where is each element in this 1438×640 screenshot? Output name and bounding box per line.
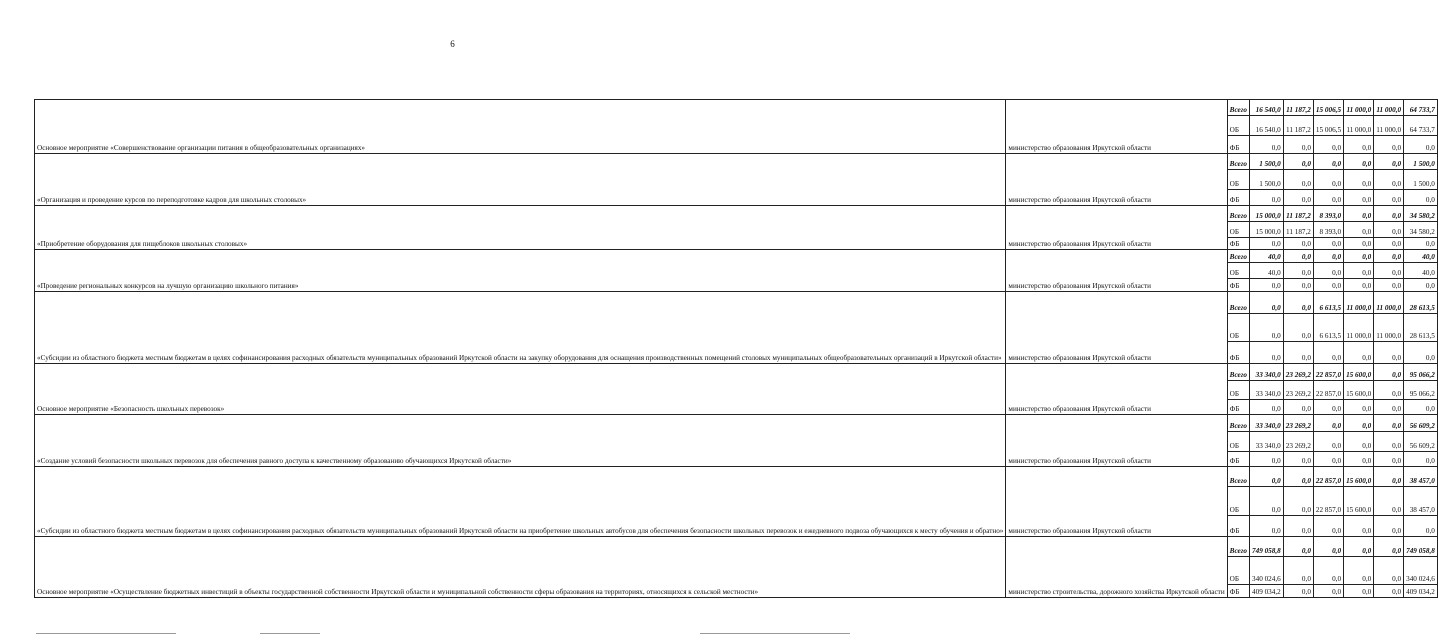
measure-description: Основное мероприятие «Осуществление бюджетных инвестиций в объекты государственной собственности Иркутской области и муниципальной собственности сферы образования на территориях, относящихся к сельской местности» xyxy=(35,537,1006,598)
funding-source-label: Всего xyxy=(1227,154,1249,170)
section-total-row xyxy=(35,537,1438,557)
amount-cell: 1 500,0 xyxy=(1250,170,1284,190)
amount-total-cell: 40,0 xyxy=(1404,250,1438,263)
measure-description: «Приобретение оборудования для пищеблоков школьных столовых» xyxy=(35,206,1006,250)
amount-cell: 0,0 xyxy=(1313,585,1343,598)
amount-cell: 11 000,0 xyxy=(1374,100,1404,116)
amount-cell: 11 187,2 xyxy=(1283,206,1313,222)
amount-cell: 15 000,0 xyxy=(1250,222,1284,238)
amount-cell: 0,0 xyxy=(1374,364,1404,381)
amount-cell: 15 600,0 xyxy=(1344,364,1374,381)
amount-cell: 0,0 xyxy=(1344,279,1374,292)
amount-cell: 0,0 xyxy=(1313,279,1343,292)
funding-source-label: Всего xyxy=(1227,467,1249,487)
amount-cell: 0,0 xyxy=(1344,170,1374,190)
amount-cell: 0,0 xyxy=(1374,170,1404,190)
funding-source-label: ФБ xyxy=(1227,342,1249,364)
funding-source-label: ОБ xyxy=(1227,222,1249,238)
section-total-row xyxy=(35,292,1438,314)
amount-cell: 0,0 xyxy=(1344,557,1374,585)
amount-total-cell: 28 613,5 xyxy=(1404,314,1438,342)
amount-total-cell: 95 066,2 xyxy=(1404,381,1438,400)
amount-cell: 0,0 xyxy=(1344,415,1374,432)
amount-cell: 0,0 xyxy=(1344,452,1374,467)
amount-cell: 0,0 xyxy=(1250,400,1284,415)
amount-cell: 0,0 xyxy=(1283,537,1313,557)
amount-cell: 0,0 xyxy=(1250,342,1284,364)
amount-cell: 0,0 xyxy=(1344,136,1374,154)
amount-cell: 0,0 xyxy=(1283,585,1313,598)
amount-cell: 0,0 xyxy=(1374,487,1404,516)
amount-cell: 0,0 xyxy=(1283,292,1313,314)
amount-cell: 0,0 xyxy=(1374,415,1404,432)
measure-description: «Создание условий безопасности школьных перевозок для обеспечения равного доступа к качественному образованию обучающихся Иркутской области» xyxy=(35,415,1006,467)
amount-total-cell: 0,0 xyxy=(1404,238,1438,250)
amount-cell: 6 613,5 xyxy=(1313,292,1343,314)
amount-cell: 0,0 xyxy=(1344,206,1374,222)
amount-cell: 15 006,5 xyxy=(1313,116,1343,136)
amount-total-cell: 0,0 xyxy=(1404,190,1438,206)
amount-cell: 0,0 xyxy=(1250,190,1284,206)
amount-cell: 0,0 xyxy=(1313,238,1343,250)
funding-source-label: ФБ xyxy=(1227,585,1249,598)
amount-cell: 0,0 xyxy=(1250,516,1284,537)
amount-cell: 0,0 xyxy=(1374,537,1404,557)
amount-total-cell: 340 024,6 xyxy=(1404,557,1438,585)
amount-cell: 16 540,0 xyxy=(1250,116,1284,136)
amount-total-cell: 0,0 xyxy=(1404,342,1438,364)
funding-source-label: ОБ xyxy=(1227,263,1249,279)
section-total-row xyxy=(35,250,1438,263)
amount-cell: 0,0 xyxy=(1374,557,1404,585)
amount-cell: 0,0 xyxy=(1313,400,1343,415)
funding-source-label: ФБ xyxy=(1227,400,1249,415)
section-total-row xyxy=(35,415,1438,432)
amount-cell: 749 058,8 xyxy=(1250,537,1284,557)
amount-cell: 0,0 xyxy=(1374,263,1404,279)
funding-source-label: Всего xyxy=(1227,250,1249,263)
amount-cell: 23 269,2 xyxy=(1283,364,1313,381)
section-total-row xyxy=(35,154,1438,170)
amount-cell: 0,0 xyxy=(1344,250,1374,263)
amount-cell: 0,0 xyxy=(1313,452,1343,467)
funding-source-label: ФБ xyxy=(1227,279,1249,292)
amount-cell: 0,0 xyxy=(1374,136,1404,154)
amount-cell: 0,0 xyxy=(1344,432,1374,452)
measure-description: Основное мероприятие «Совершенствование организации питания в общеобразовательных организациях» xyxy=(35,100,1006,154)
funding-source-label: ОБ xyxy=(1227,557,1249,585)
funding-source-label: ФБ xyxy=(1227,190,1249,206)
responsible-executor: министерство образования Иркутской области xyxy=(1006,415,1227,467)
amount-cell: 0,0 xyxy=(1313,250,1343,263)
amount-cell: 0,0 xyxy=(1283,516,1313,537)
funding-source-label: ФБ xyxy=(1227,238,1249,250)
amount-cell: 0,0 xyxy=(1283,238,1313,250)
amount-cell: 0,0 xyxy=(1283,314,1313,342)
amount-cell: 0,0 xyxy=(1344,238,1374,250)
measure-description: «Проведение региональных конкурсов на лучшую организацию школьного питания» xyxy=(35,250,1006,292)
amount-total-cell: 28 613,5 xyxy=(1404,292,1438,314)
amount-cell: 0,0 xyxy=(1283,154,1313,170)
funding-source-label: ФБ xyxy=(1227,136,1249,154)
amount-cell: 0,0 xyxy=(1374,400,1404,415)
amount-cell: 0,0 xyxy=(1250,292,1284,314)
amount-cell: 0,0 xyxy=(1250,314,1284,342)
amount-cell: 0,0 xyxy=(1283,170,1313,190)
amount-cell: 15 006,5 xyxy=(1313,100,1343,116)
amount-total-cell: 40,0 xyxy=(1404,263,1438,279)
amount-cell: 0,0 xyxy=(1374,342,1404,364)
amount-total-cell: 0,0 xyxy=(1404,452,1438,467)
amount-cell: 0,0 xyxy=(1283,190,1313,206)
amount-cell: 0,0 xyxy=(1344,154,1374,170)
amount-cell: 0,0 xyxy=(1283,452,1313,467)
responsible-executor: министерство образования Иркутской области xyxy=(1006,250,1227,292)
amount-cell: 0,0 xyxy=(1313,263,1343,279)
amount-total-cell: 0,0 xyxy=(1404,516,1438,537)
funding-source-label: Всего xyxy=(1227,415,1249,432)
amount-cell: 0,0 xyxy=(1344,537,1374,557)
amount-cell: 40,0 xyxy=(1250,250,1284,263)
measure-description: «Субсидии из областного бюджета местным бюджетам в целях софинансирования расходных обязательств муниципальных образований Иркутской области на закупку оборудования для оснащения производственных помещений столовых муниципальных общеобразовательных организаций в Иркутской области» xyxy=(35,292,1006,364)
amount-cell: 33 340,0 xyxy=(1250,364,1284,381)
amount-total-cell: 64 733,7 xyxy=(1404,116,1438,136)
amount-cell: 23 269,2 xyxy=(1283,415,1313,432)
amount-cell: 0,0 xyxy=(1374,206,1404,222)
amount-cell: 33 340,0 xyxy=(1250,381,1284,400)
funding-source-label: Всего xyxy=(1227,292,1249,314)
amount-total-cell: 1 500,0 xyxy=(1404,170,1438,190)
amount-total-cell: 34 580,2 xyxy=(1404,222,1438,238)
amount-cell: 15 600,0 xyxy=(1344,467,1374,487)
amount-cell: 33 340,0 xyxy=(1250,415,1284,432)
amount-cell: 0,0 xyxy=(1313,342,1343,364)
amount-cell: 11 000,0 xyxy=(1344,116,1374,136)
amount-cell: 0,0 xyxy=(1374,467,1404,487)
amount-total-cell: 0,0 xyxy=(1404,400,1438,415)
amount-total-cell: 1 500,0 xyxy=(1404,154,1438,170)
amount-total-cell: 64 733,7 xyxy=(1404,100,1438,116)
funding-source-label: ОБ xyxy=(1227,381,1249,400)
program-funding-table xyxy=(34,99,1438,598)
amount-cell: 0,0 xyxy=(1374,432,1404,452)
amount-cell: 0,0 xyxy=(1344,222,1374,238)
amount-cell: 0,0 xyxy=(1313,170,1343,190)
amount-cell: 0,0 xyxy=(1283,467,1313,487)
section-total-row xyxy=(35,206,1438,222)
amount-cell: 23 269,2 xyxy=(1283,381,1313,400)
amount-cell: 0,0 xyxy=(1374,452,1404,467)
amount-cell: 0,0 xyxy=(1374,222,1404,238)
funding-source-label: Всего xyxy=(1227,206,1249,222)
responsible-executor: министерство образования Иркутской области xyxy=(1006,364,1227,415)
amount-cell: 0,0 xyxy=(1283,400,1313,415)
amount-cell: 22 857,0 xyxy=(1313,467,1343,487)
funding-source-label: ОБ xyxy=(1227,170,1249,190)
responsible-executor: министерство образования Иркутской области xyxy=(1006,100,1227,154)
amount-cell: 0,0 xyxy=(1374,516,1404,537)
section-total-row xyxy=(35,467,1438,487)
amount-cell: 11 187,2 xyxy=(1283,100,1313,116)
section-total-row xyxy=(35,100,1438,116)
amount-cell: 0,0 xyxy=(1374,585,1404,598)
funding-source-label: Всего xyxy=(1227,100,1249,116)
amount-cell: 11 000,0 xyxy=(1374,314,1404,342)
amount-cell: 40,0 xyxy=(1250,263,1284,279)
amount-cell: 0,0 xyxy=(1313,516,1343,537)
amount-cell: 0,0 xyxy=(1313,136,1343,154)
amount-cell: 0,0 xyxy=(1283,279,1313,292)
funding-source-label: ОБ xyxy=(1227,487,1249,516)
amount-cell: 8 393,0 xyxy=(1313,206,1343,222)
responsible-executor: министерство строительства, дорожного хозяйства Иркутской области xyxy=(1006,537,1227,598)
amount-total-cell: 34 580,2 xyxy=(1404,206,1438,222)
amount-cell: 15 000,0 xyxy=(1250,206,1284,222)
amount-cell: 0,0 xyxy=(1250,487,1284,516)
amount-cell: 23 269,2 xyxy=(1283,432,1313,452)
amount-cell: 0,0 xyxy=(1374,154,1404,170)
amount-cell: 0,0 xyxy=(1313,537,1343,557)
amount-cell: 0,0 xyxy=(1283,557,1313,585)
amount-cell: 11 187,2 xyxy=(1283,116,1313,136)
amount-cell: 0,0 xyxy=(1313,154,1343,170)
responsible-executor: министерство образования Иркутской области xyxy=(1006,467,1227,537)
funding-source-label: ОБ xyxy=(1227,116,1249,136)
funding-source-label: ФБ xyxy=(1227,516,1249,537)
amount-cell: 22 857,0 xyxy=(1313,364,1343,381)
amount-total-cell: 0,0 xyxy=(1404,136,1438,154)
amount-cell: 340 024,6 xyxy=(1250,557,1284,585)
amount-total-cell: 38 457,0 xyxy=(1404,467,1438,487)
amount-cell: 0,0 xyxy=(1283,136,1313,154)
measure-description: «Субсидии из областного бюджета местным бюджетам в целях софинансирования расходных обязательств муниципальных образований Иркутской области на приобретение школьных автобусов для обеспечения безопасности школьных перевозок и ежедневного подвоза обучающихся к месту обучения и обратно» xyxy=(35,467,1006,537)
funding-source-label: Всего xyxy=(1227,537,1249,557)
amount-cell: 0,0 xyxy=(1344,516,1374,537)
responsible-executor: министерство образования Иркутской области xyxy=(1006,154,1227,206)
amount-cell: 0,0 xyxy=(1250,452,1284,467)
amount-total-cell: 749 058,8 xyxy=(1404,537,1438,557)
amount-cell: 0,0 xyxy=(1283,487,1313,516)
section-total-row xyxy=(35,364,1438,381)
amount-total-cell: 95 066,2 xyxy=(1404,364,1438,381)
measure-description: «Организация и проведение курсов по переподготовке кадров для школьных столовых» xyxy=(35,154,1006,206)
amount-cell: 16 540,0 xyxy=(1250,100,1284,116)
amount-cell: 0,0 xyxy=(1250,136,1284,154)
page-number: 6 xyxy=(450,39,455,49)
amount-cell: 0,0 xyxy=(1344,342,1374,364)
amount-cell: 0,0 xyxy=(1344,190,1374,206)
amount-cell: 15 600,0 xyxy=(1344,381,1374,400)
amount-cell: 0,0 xyxy=(1283,250,1313,263)
amount-cell: 0,0 xyxy=(1374,238,1404,250)
amount-cell: 11 000,0 xyxy=(1344,100,1374,116)
amount-total-cell: 56 609,2 xyxy=(1404,432,1438,452)
funding-source-label: ФБ xyxy=(1227,452,1249,467)
amount-cell: 0,0 xyxy=(1250,279,1284,292)
amount-cell: 0,0 xyxy=(1283,342,1313,364)
amount-cell: 0,0 xyxy=(1313,432,1343,452)
amount-cell: 409 034,2 xyxy=(1250,585,1284,598)
amount-cell: 11 000,0 xyxy=(1374,292,1404,314)
amount-cell: 0,0 xyxy=(1250,238,1284,250)
amount-cell: 0,0 xyxy=(1374,279,1404,292)
amount-cell: 11 000,0 xyxy=(1374,116,1404,136)
amount-cell: 0,0 xyxy=(1313,190,1343,206)
amount-cell: 0,0 xyxy=(1313,557,1343,585)
responsible-executor: министерство образования Иркутской области xyxy=(1006,292,1227,364)
amount-cell: 0,0 xyxy=(1344,400,1374,415)
amount-cell: 0,0 xyxy=(1374,250,1404,263)
amount-total-cell: 0,0 xyxy=(1404,279,1438,292)
amount-cell: 0,0 xyxy=(1250,467,1284,487)
amount-cell: 6 613,5 xyxy=(1313,314,1343,342)
responsible-executor: министерство образования Иркутской области xyxy=(1006,206,1227,250)
funding-source-label: ОБ xyxy=(1227,432,1249,452)
amount-cell: 0,0 xyxy=(1374,381,1404,400)
amount-cell: 33 340,0 xyxy=(1250,432,1284,452)
amount-cell: 22 857,0 xyxy=(1313,487,1343,516)
amount-total-cell: 38 457,0 xyxy=(1404,487,1438,516)
amount-cell: 11 187,2 xyxy=(1283,222,1313,238)
amount-cell: 0,0 xyxy=(1283,263,1313,279)
measure-description: Основное мероприятие «Безопасность школьных перевозок» xyxy=(35,364,1006,415)
amount-total-cell: 56 609,2 xyxy=(1404,415,1438,432)
amount-cell: 1 500,0 xyxy=(1250,154,1284,170)
amount-cell: 0,0 xyxy=(1344,585,1374,598)
funding-source-label: ОБ xyxy=(1227,314,1249,342)
amount-cell: 0,0 xyxy=(1344,263,1374,279)
amount-cell: 0,0 xyxy=(1374,190,1404,206)
funding-source-label: Всего xyxy=(1227,364,1249,381)
amount-cell: 0,0 xyxy=(1313,415,1343,432)
amount-total-cell: 409 034,2 xyxy=(1404,585,1438,598)
amount-cell: 22 857,0 xyxy=(1313,381,1343,400)
amount-cell: 11 000,0 xyxy=(1344,314,1374,342)
amount-cell: 15 600,0 xyxy=(1344,487,1374,516)
amount-cell: 11 000,0 xyxy=(1344,292,1374,314)
amount-cell: 8 393,0 xyxy=(1313,222,1343,238)
